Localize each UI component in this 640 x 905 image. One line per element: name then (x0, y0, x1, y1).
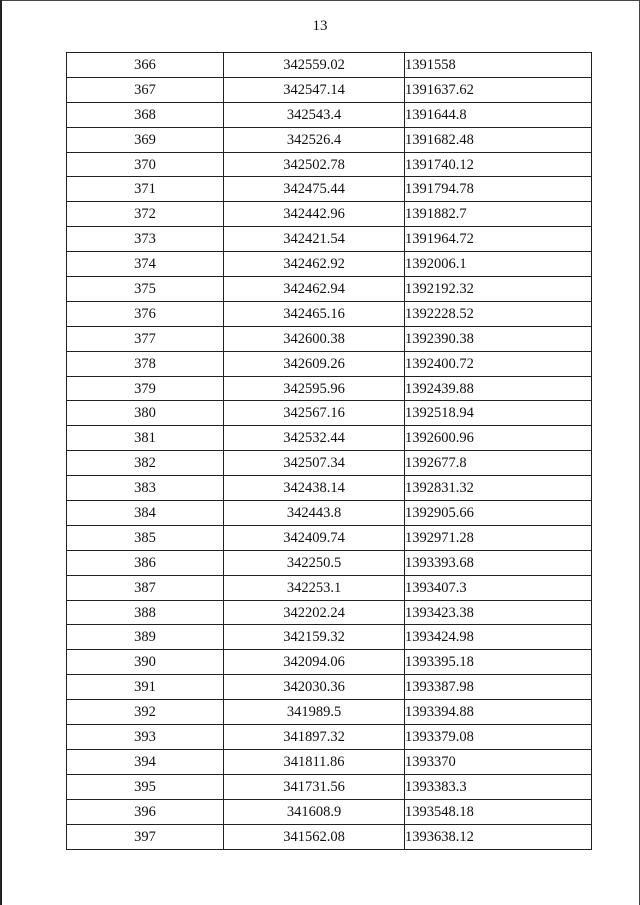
x-coordinate-cell: 341562.08 (224, 824, 405, 849)
table-row (67, 476, 592, 501)
table-row (67, 53, 592, 78)
point-number-cell: 380 (67, 401, 224, 426)
y-coordinate-cell: 1391644.8 (405, 102, 592, 127)
page-border-top (0, 0, 640, 1)
y-coordinate-cell: 1392390.38 (405, 326, 592, 351)
table-row (67, 77, 592, 102)
table-row (67, 326, 592, 351)
table-row (67, 700, 592, 725)
y-coordinate-cell: 1392831.32 (405, 476, 592, 501)
x-coordinate-cell: 341989.5 (224, 700, 405, 725)
table-row (67, 252, 592, 277)
table-row (67, 799, 592, 824)
x-coordinate-cell: 342438.14 (224, 476, 405, 501)
y-coordinate-cell: 1393423.38 (405, 600, 592, 625)
point-number-cell: 388 (67, 600, 224, 625)
x-coordinate-cell: 342030.36 (224, 675, 405, 700)
y-coordinate-cell: 1392971.28 (405, 525, 592, 550)
x-coordinate-cell: 342462.94 (224, 277, 405, 302)
table-row (67, 550, 592, 575)
table-row (67, 102, 592, 127)
x-coordinate-cell: 342475.44 (224, 177, 405, 202)
y-coordinate-cell: 1392677.8 (405, 451, 592, 476)
x-coordinate-cell: 342532.44 (224, 426, 405, 451)
x-coordinate-cell: 342442.96 (224, 202, 405, 227)
y-coordinate-cell: 1392518.94 (405, 401, 592, 426)
table-row (67, 650, 592, 675)
point-number-cell: 383 (67, 476, 224, 501)
point-number-cell: 387 (67, 575, 224, 600)
y-coordinate-cell: 1392905.66 (405, 501, 592, 526)
y-coordinate-cell: 1393638.12 (405, 824, 592, 849)
x-coordinate-cell: 342443.8 (224, 501, 405, 526)
y-coordinate-cell: 1393548.18 (405, 799, 592, 824)
y-coordinate-cell: 1391794.78 (405, 177, 592, 202)
coordinates-table (66, 52, 592, 850)
table-row (67, 501, 592, 526)
point-number-cell: 385 (67, 525, 224, 550)
x-coordinate-cell: 342502.78 (224, 152, 405, 177)
page-border-left (0, 0, 2, 905)
point-number-cell: 366 (67, 53, 224, 78)
table-row (67, 774, 592, 799)
y-coordinate-cell: 1392439.88 (405, 376, 592, 401)
page-number: 13 (312, 18, 328, 34)
table-row (67, 600, 592, 625)
point-number-cell: 397 (67, 824, 224, 849)
table-row (67, 426, 592, 451)
x-coordinate-cell: 342559.02 (224, 53, 405, 78)
y-coordinate-cell: 1393387.98 (405, 675, 592, 700)
table-row (67, 301, 592, 326)
x-coordinate-cell: 342609.26 (224, 351, 405, 376)
table-row (67, 725, 592, 750)
y-coordinate-cell: 1392006.1 (405, 252, 592, 277)
x-coordinate-cell: 342595.96 (224, 376, 405, 401)
table-row (67, 202, 592, 227)
x-coordinate-cell: 342547.14 (224, 77, 405, 102)
y-coordinate-cell: 1393379.08 (405, 725, 592, 750)
x-coordinate-cell: 341811.86 (224, 749, 405, 774)
point-number-cell: 372 (67, 202, 224, 227)
x-coordinate-cell: 342465.16 (224, 301, 405, 326)
x-coordinate-cell: 342567.16 (224, 401, 405, 426)
point-number-cell: 386 (67, 550, 224, 575)
point-number-cell: 389 (67, 625, 224, 650)
table-row (67, 401, 592, 426)
y-coordinate-cell: 1392228.52 (405, 301, 592, 326)
point-number-cell: 396 (67, 799, 224, 824)
y-coordinate-cell: 1393393.68 (405, 550, 592, 575)
point-number-cell: 368 (67, 102, 224, 127)
table-row (67, 749, 592, 774)
y-coordinate-cell: 1393383.3 (405, 774, 592, 799)
table-row (67, 675, 592, 700)
y-coordinate-cell: 1393407.3 (405, 575, 592, 600)
point-number-cell: 370 (67, 152, 224, 177)
point-number-cell: 391 (67, 675, 224, 700)
point-number-cell: 375 (67, 277, 224, 302)
y-coordinate-cell: 1391964.72 (405, 227, 592, 252)
x-coordinate-cell: 342543.4 (224, 102, 405, 127)
y-coordinate-cell: 1391740.12 (405, 152, 592, 177)
point-number-cell: 377 (67, 326, 224, 351)
table-row (67, 525, 592, 550)
x-coordinate-cell: 342250.5 (224, 550, 405, 575)
table-row (67, 127, 592, 152)
point-number-cell: 376 (67, 301, 224, 326)
table-row (67, 451, 592, 476)
point-number-cell: 392 (67, 700, 224, 725)
y-coordinate-cell: 1393394.88 (405, 700, 592, 725)
y-coordinate-cell: 1393395.18 (405, 650, 592, 675)
point-number-cell: 373 (67, 227, 224, 252)
point-number-cell: 395 (67, 774, 224, 799)
point-number-cell: 367 (67, 77, 224, 102)
x-coordinate-cell: 341897.32 (224, 725, 405, 750)
y-coordinate-cell: 1391882.7 (405, 202, 592, 227)
table-row (67, 376, 592, 401)
table-row (67, 351, 592, 376)
table-row (67, 575, 592, 600)
table-row (67, 227, 592, 252)
y-coordinate-cell: 1391682.48 (405, 127, 592, 152)
x-coordinate-cell: 342526.4 (224, 127, 405, 152)
point-number-cell: 384 (67, 501, 224, 526)
table-row (67, 152, 592, 177)
table-row (67, 177, 592, 202)
y-coordinate-cell: 1391558 (405, 53, 592, 78)
point-number-cell: 378 (67, 351, 224, 376)
x-coordinate-cell: 342507.34 (224, 451, 405, 476)
x-coordinate-cell: 342094.06 (224, 650, 405, 675)
x-coordinate-cell: 341731.56 (224, 774, 405, 799)
x-coordinate-cell: 342421.54 (224, 227, 405, 252)
x-coordinate-cell: 342253.1 (224, 575, 405, 600)
y-coordinate-cell: 1391637.62 (405, 77, 592, 102)
x-coordinate-cell: 342462.92 (224, 252, 405, 277)
point-number-cell: 393 (67, 725, 224, 750)
x-coordinate-cell: 342159.32 (224, 625, 405, 650)
y-coordinate-cell: 1392400.72 (405, 351, 592, 376)
point-number-cell: 381 (67, 426, 224, 451)
x-coordinate-cell: 342600.38 (224, 326, 405, 351)
x-coordinate-cell: 342409.74 (224, 525, 405, 550)
y-coordinate-cell: 1393370 (405, 749, 592, 774)
point-number-cell: 374 (67, 252, 224, 277)
point-number-cell: 369 (67, 127, 224, 152)
y-coordinate-cell: 1392600.96 (405, 426, 592, 451)
table-row (67, 625, 592, 650)
x-coordinate-cell: 341608.9 (224, 799, 405, 824)
point-number-cell: 382 (67, 451, 224, 476)
y-coordinate-cell: 1393424.98 (405, 625, 592, 650)
point-number-cell: 371 (67, 177, 224, 202)
y-coordinate-cell: 1392192.32 (405, 277, 592, 302)
table-row (67, 824, 592, 849)
table-row (67, 277, 592, 302)
point-number-cell: 394 (67, 749, 224, 774)
point-number-cell: 379 (67, 376, 224, 401)
x-coordinate-cell: 342202.24 (224, 600, 405, 625)
coordinates-table-body (67, 53, 592, 850)
point-number-cell: 390 (67, 650, 224, 675)
